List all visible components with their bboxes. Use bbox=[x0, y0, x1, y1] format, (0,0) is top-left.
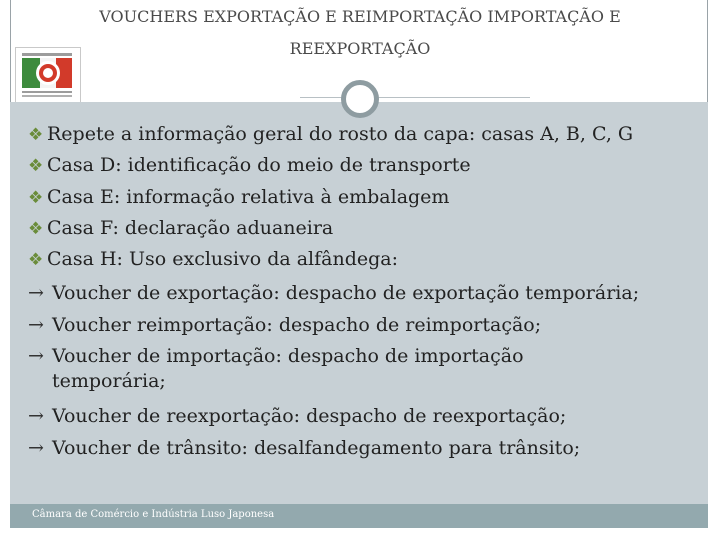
arrow-text: Voucher de reexportação: despacho de reexportação; bbox=[52, 405, 567, 427]
ring-ornament bbox=[341, 80, 379, 118]
arrow-text: Voucher de trânsito: desalfandegamento para trânsito; bbox=[52, 437, 581, 459]
bullet-item bbox=[28, 153, 471, 178]
arrow-item bbox=[28, 281, 639, 305]
arrow-text: Voucher reimportação: despacho de reimportação; bbox=[52, 314, 542, 336]
diamond-bullet-icon: ❖ bbox=[28, 156, 44, 176]
arrow-text: Voucher de exportação: despacho de exportação temporária; bbox=[52, 282, 640, 304]
title-line-1: VOUCHERS EXPORTAÇÃO E REIMPORTAÇÃO IMPORTAÇÃO E bbox=[99, 7, 621, 26]
bullet-item bbox=[28, 185, 449, 210]
arrow-item bbox=[28, 436, 580, 460]
bullet-text: Casa D: identificação do meio de transporte bbox=[47, 154, 471, 176]
bullet-text: Casa E: informação relativa à embalagem bbox=[47, 186, 450, 208]
right-arrow-icon: → bbox=[28, 345, 44, 367]
arrow-item-continuation bbox=[52, 369, 166, 393]
bullet-text: Casa F: declaração aduaneira bbox=[47, 217, 334, 239]
slide-title bbox=[20, 2, 700, 64]
arrow-item bbox=[28, 313, 541, 337]
bullet-item bbox=[28, 122, 633, 147]
right-arrow-icon: → bbox=[28, 405, 44, 427]
right-arrow-icon: → bbox=[28, 282, 44, 304]
arrow-item bbox=[28, 344, 524, 368]
footer-text: Câmara de Comércio e Indústria Luso Japonesa bbox=[32, 509, 275, 520]
diamond-bullet-icon: ❖ bbox=[28, 188, 44, 208]
diamond-bullet-icon: ❖ bbox=[28, 219, 44, 239]
title-line-2: REEXPORTAÇÃO bbox=[289, 39, 431, 58]
arrow-item bbox=[28, 404, 566, 428]
chamber-logo bbox=[15, 47, 81, 105]
bullet-text: Repete a informação geral do rosto da capa: casas A, B, C, G bbox=[47, 123, 634, 145]
arrow-text: Voucher de importação: despacho de importação bbox=[52, 345, 524, 367]
title-divider bbox=[300, 97, 530, 98]
bullet-text: Casa H: Uso exclusivo da alfândega: bbox=[47, 248, 399, 270]
diamond-bullet-icon: ❖ bbox=[28, 125, 44, 145]
bullet-item bbox=[28, 247, 398, 272]
right-arrow-icon: → bbox=[28, 314, 44, 336]
bullet-item bbox=[28, 216, 333, 241]
arrow-text: temporária; bbox=[52, 370, 166, 392]
right-arrow-icon: → bbox=[28, 437, 44, 459]
diamond-bullet-icon: ❖ bbox=[28, 250, 44, 270]
